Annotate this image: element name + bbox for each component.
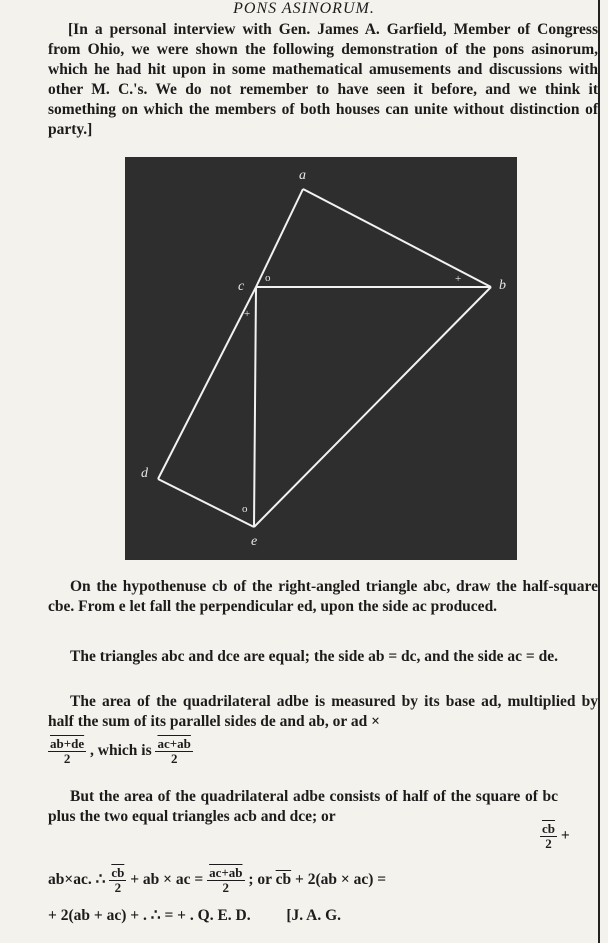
signature: [J. A. G.	[286, 907, 342, 924]
mark-angle-e: o	[242, 503, 248, 515]
qed: . Q. E. D.	[189, 907, 251, 924]
page-title: PONS ASINORUM.	[233, 0, 375, 17]
fraction-cb-2-den: 2	[114, 880, 122, 895]
f2-cb: $\overline{cb}$	[275, 871, 292, 889]
line-e-b	[254, 287, 491, 527]
fraction-1	[48, 737, 86, 766]
paragraph-4: But the area of the quadrilateral adbe consists of half of the square of bc plus the two equal triangles acb and dce; or	[48, 788, 558, 825]
mark-angle-b: +	[455, 273, 462, 285]
line-a-c	[256, 189, 303, 287]
f2-text-c: ; or	[248, 871, 272, 889]
paragraph-1: On the hypothenuse cb of the right-angled triangle abc, draw the half-square cbe. From e let fall the perpendicular ed, upon the side ac produced.	[48, 578, 598, 615]
f2-text-d: + 2(ab × ac) =	[295, 871, 387, 889]
fraction-2-num: ac+ab	[157, 736, 191, 751]
line-a-b	[303, 189, 491, 287]
intro-paragraph	[48, 20, 598, 140]
which-is: , which is	[90, 742, 152, 760]
fraction-cb-2-num: $\overline{cb}$	[111, 865, 125, 880]
label-e: e	[251, 534, 258, 549]
paragraph-2: The triangles abc and dce are equal; the side ab = dc, and the side ac = de.	[70, 648, 558, 665]
f3-text-c: =	[164, 907, 174, 924]
formula-line-3	[48, 906, 341, 925]
fraction-2-den: 2	[170, 751, 178, 766]
fraction-cb-den: 2	[545, 836, 552, 851]
mark-angle-c2: +	[244, 308, 251, 320]
line-c-e	[254, 287, 256, 527]
f3-text-a: + 2(ab + ac) +	[48, 907, 140, 924]
fraction-1-den: 2	[63, 751, 71, 766]
label-b: b	[499, 278, 506, 293]
plus-sign: +	[560, 827, 570, 845]
paragraph-3: The area of the quadrilateral adbe is measured by its base ad, multiplied by half the sum of its parallel sides de and ab, or ad ×	[48, 693, 598, 730]
f2-text-b: + ab × ac =	[130, 871, 204, 889]
geometric-figure	[125, 157, 517, 560]
f3-text-d: +	[177, 907, 187, 924]
fraction-ab-ac	[207, 866, 244, 895]
formula-cb-half	[540, 822, 570, 851]
label-c: c	[238, 279, 245, 294]
label-d: d	[141, 466, 148, 481]
intro-text: [In a personal interview with Gen. James A. Garfield, Member of Congress from Ohio, we were shown the following demonstration of the pons asinorum, which he had hit upon in some mathematical amusements and discussions with other M. C.'s. We do not remember to have seen it before, and we think it something on which the members of both houses can unite without distinction of party.]	[48, 21, 598, 138]
formula-line-2	[48, 866, 386, 895]
fraction-cb	[540, 822, 557, 851]
formula-line-1	[48, 737, 193, 766]
figure-svg	[125, 157, 517, 560]
mark-angle-c: o	[265, 272, 271, 284]
column-rule	[598, 0, 600, 943]
line-c-d	[158, 287, 256, 479]
fraction-2	[155, 737, 192, 766]
fraction-1-num: ab+de	[50, 736, 85, 751]
f2-text-a: ab×ac. ∴	[48, 871, 106, 889]
fraction-cb-2	[109, 866, 126, 895]
fraction-ab-ac-num: ac+ab	[209, 865, 243, 880]
fraction-ab-ac-den: 2	[222, 880, 230, 895]
line-d-e	[158, 479, 254, 527]
f3-text-b: . ∴	[142, 907, 161, 924]
fraction-cb-num: $\overline{cb}$	[542, 821, 555, 836]
label-a: a	[299, 168, 306, 183]
